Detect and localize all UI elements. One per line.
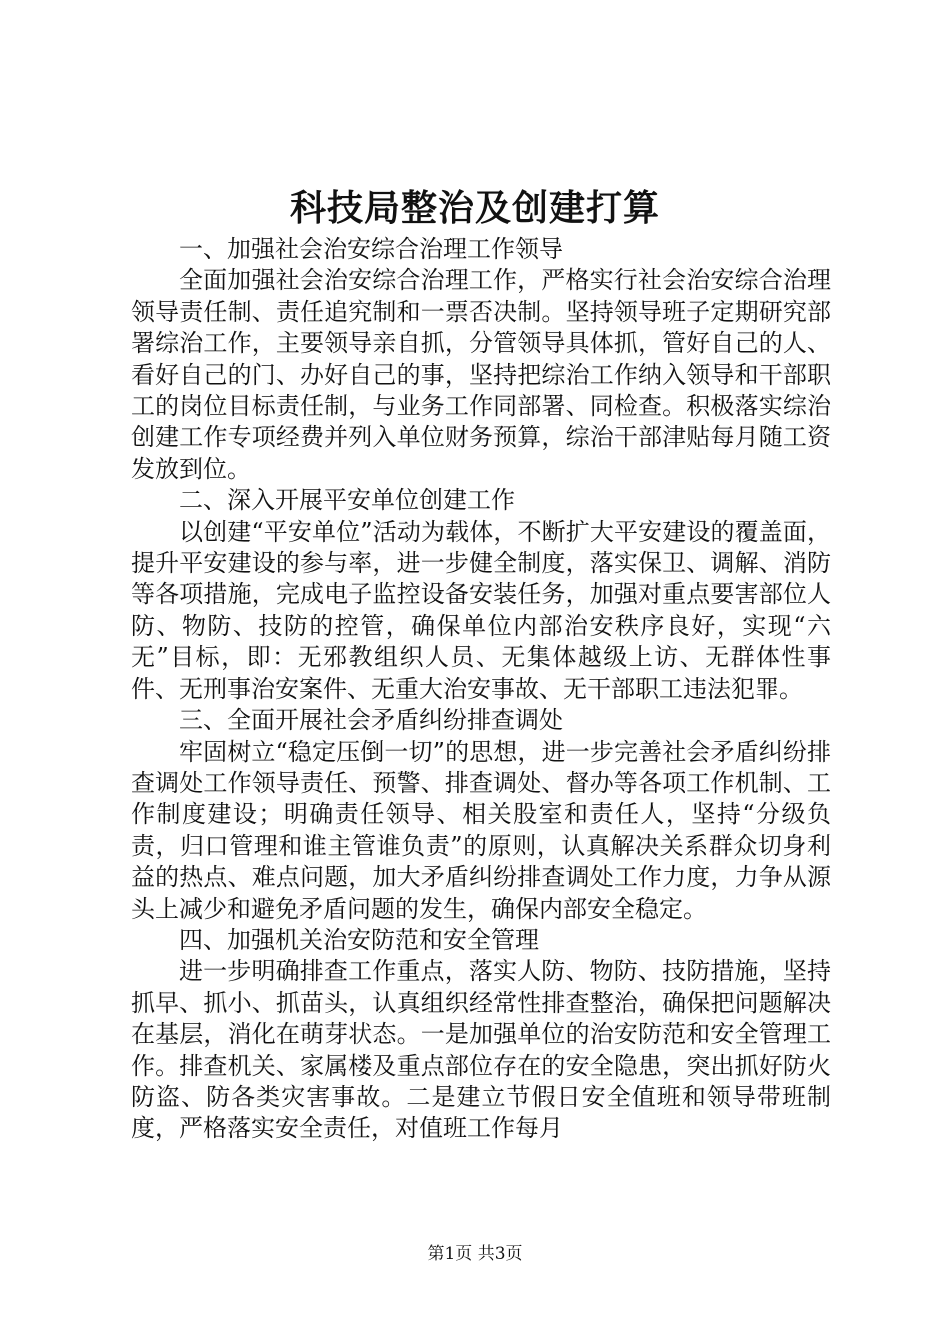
section-heading: 四、加强机关治安防范和安全管理	[179, 925, 539, 954]
section-paragraph: 进一步明确排查工作重点，落实人防、物防、技防措施，坚持抓早、抓小、抓苗头，认真组织经常性排查整治，确保把问题解决在基层，消化在萌芽状态。一是加强单位的治安防范和安全管理工作。排查机关、家属楼及重点部位存在的安全隐患，突出抓好防火防盗、防各类灾害事故。二是建立节假日安全值班和领导带班制度，严格落实安全责任，对值班工作每月	[131, 957, 831, 1143]
section-paragraph: 牢固树立“稳定压倒一切”的思想，进一步完善社会矛盾纠纷排查调处工作领导责任、预警、排查调处、督办等各项工作机制、工作制度建设；明确责任领导、相关股室和责任人，坚持“分级负责，归口管理和谁主管谁负责”的原则，认真解决关系群众切身利益的热点、难点问题，加大矛盾纠纷排查调处工作力度，力争从源头上减少和避免矛盾问题的发生，确保内部安全稳定。	[131, 737, 831, 923]
document-title: 科技局整治及创建打算	[289, 187, 660, 229]
section-heading: 三、全面开展社会矛盾纠纷排查调处	[179, 706, 563, 735]
page-footer: 第1页 共3页	[427, 1244, 523, 1264]
section-paragraph: 全面加强社会治安综合治理工作，严格实行社会治安综合治理领导责任制、责任追究制和一票否决制。坚持领导班子定期研究部署综治工作，主要领导亲自抓，分管领导具体抓，管好自己的人、看好自己的门、办好自己的事，坚持把综治工作纳入领导和干部职工的岗位目标责任制，与业务工作同部署、同检查。积极落实综治创建工作专项经费并列入单位财务预算，综治干部津贴每月随工资发放到位。	[131, 266, 831, 483]
document-body	[131, 234, 831, 1145]
section-paragraph: 以创建“平安单位”活动为载体，不断扩大平安建设的覆盖面，提升平安建设的参与率，进一步健全制度，落实保卫、调解、消防等各项措施，完成电子监控设备安装任务，加强对重点要害部位人防、物防、技防的控管，确保单位内部治安秩序良好，实现“六无”目标，即：无邪教组织人员、无集体越级上访、无群体性事件、无刑事治安案件、无重大治安事故、无干部职工违法犯罪。	[131, 517, 831, 703]
section-heading: 一、加强社会治安综合治理工作领导	[179, 235, 563, 263]
section-heading: 二、深入开展平安单位创建工作	[179, 486, 515, 515]
